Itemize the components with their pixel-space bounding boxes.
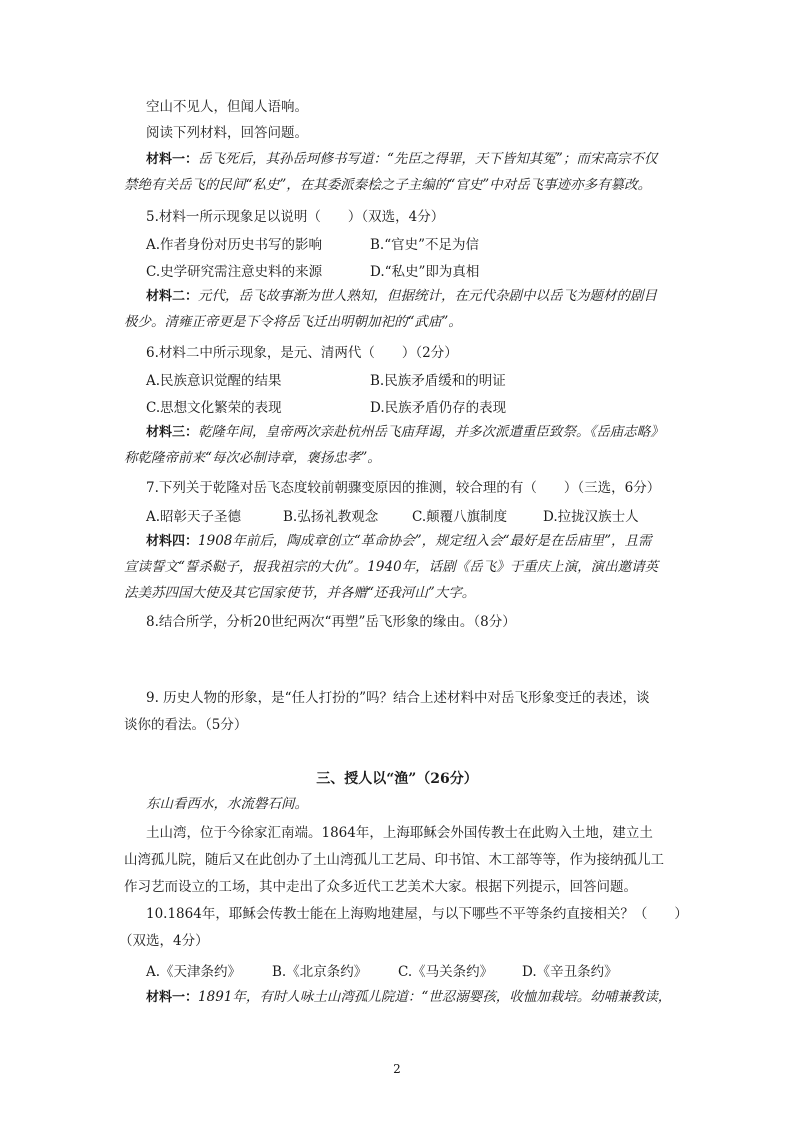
page-number: 2: [393, 1062, 401, 1076]
question-5-option-c: C.史学研究需注意史料的来源: [146, 264, 323, 280]
material-4-line-2: 宣读誓文“誓杀鞑子，报我祖宗的大仇”。1940年，话剧《岳飞》于重庆上演，演出邀请英: [124, 559, 659, 575]
question-7-option-d: D.拉拢汉族士人: [543, 509, 639, 525]
question-10-option-c: C.《马关条约》: [398, 964, 494, 980]
material-label: 材料一：: [146, 152, 199, 167]
material-label: 材料四：: [146, 534, 199, 549]
material-4-line-3: 法美苏四国大使及其它国家使节，并各赠“还我河山”大字。: [124, 585, 476, 601]
poem-line: 空山不见人，但闻人语响。: [146, 99, 308, 115]
material-2-line-1: 材料二：元代，岳飞故事渐为世人熟知，但据统计，在元代杂剧中以岳飞为题材的剧目: [146, 288, 658, 304]
question-10-option-b: B.《北京条约》: [272, 964, 368, 980]
section-3-heading: 三、授人以“渔”（26分）: [316, 771, 478, 787]
question-6-option-a: A.民族意识觉醒的结果: [146, 373, 282, 389]
material-1-line-2: 禁绝有关岳飞的民间“私史”，在其委派秦桧之子主编的“官史”中对岳飞事迹亦多有篡改。: [124, 177, 652, 193]
question-5-stem: 5.材料一所示现象足以说明（ ）（双选，4分）: [146, 209, 445, 225]
question-7-option-c: C.颠覆八旗制度: [412, 509, 508, 525]
material-2-line-2: 极少。清雍正帝更是下令将岳飞迁出明朝加祀的“武庙”。: [124, 314, 462, 330]
section-3-paragraph-line-3: 作习艺而设立的工场，其中走出了众多近代工艺美术大家。根据下列提示，回答问题。: [124, 879, 637, 895]
question-9-line-1: 9. 历史人物的形象，是“任人打扮的”吗？结合上述材料中对岳飞形象变迁的表述，谈: [146, 690, 650, 706]
reading-instruction: 阅读下列材料，回答问题。: [146, 125, 308, 141]
question-10-stem-line-1: 10.1864年，耶稣会传教士能在上海购地建屋，与以下哪些不平等条约直接相关？（ ）: [146, 906, 688, 922]
question-5-option-d: D.“私史”即为真相: [370, 264, 480, 280]
question-10-option-a: A.《天津条约》: [146, 964, 242, 980]
material-4-line-1: 材料四：1908年前后，陶成章创立“革命协会”，规定纽入会“最好是在岳庙里”，且需: [146, 533, 652, 549]
question-7-stem: 7.下列关于乾隆对岳飞态度较前朝骤变原因的推测，较合理的有（ ）（三选，6分）: [146, 480, 661, 496]
section-3-poem-line: 东山看西水，水流磐石间。: [146, 796, 308, 812]
material-label: 材料二：: [146, 289, 199, 304]
question-8-stem: 8.结合所学，分析20世纪两次“再塑”岳飞形象的缘由。（8分）: [146, 614, 516, 630]
question-10-option-d: D.《辛丑条约》: [522, 964, 618, 980]
question-5-option-b: B.“官史”不足为信: [370, 237, 480, 253]
question-6-option-c: C.思想文化繁荣的表现: [146, 400, 282, 416]
question-9-line-2: 谈你的看法。（5分）: [124, 717, 248, 733]
question-6-option-b: B.民族矛盾缓和的明证: [370, 373, 506, 389]
question-7-option-b: B.弘扬礼教观念: [283, 509, 379, 525]
material-1-line-1: 材料一：岳飞死后，其孙岳珂修书写道：“先臣之得罪，天下皆知其冤”；而宋高宗不仅: [146, 151, 658, 167]
material-label: 材料三：: [146, 425, 199, 440]
section-3-paragraph-line-2: 山湾孤儿院，随后又在此创办了土山湾孤儿工艺局、印书馆、木工部等等，作为接纳孤儿工: [124, 852, 664, 868]
material-3-line-1: 材料三：乾隆年间，皇帝两次亲赴杭州岳飞庙拜谒，并多次派遣重臣致祭。《岳庙志略》: [146, 424, 664, 440]
material-3-line-2: 称乾隆帝前来“每次必制诗章，褒扬忠孝”。: [124, 450, 381, 466]
section-3-material-1-line-1: 材料一：1891年，有时人咏土山湾孤儿院道：“世忍溺婴孩，收恤加栽培。幼哺兼教读，: [146, 989, 672, 1005]
material-label: 材料一：: [146, 990, 199, 1005]
question-6-option-d: D.民族矛盾仍存的表现: [370, 400, 507, 416]
question-5-option-a: A.作者身份对历史书写的影响: [146, 237, 323, 253]
question-7-option-a: A.昭彰天子圣德: [146, 509, 242, 525]
question-6-stem: 6.材料二中所示现象，是元、清两代（ ）（2分）: [146, 345, 458, 361]
section-3-paragraph-line-1: 土山湾，位于今徐家汇南端。1864年，上海耶稣会外国传教士在此购入土地，建立土: [146, 825, 653, 841]
question-10-stem-line-2: （双选，4分）: [119, 933, 209, 949]
